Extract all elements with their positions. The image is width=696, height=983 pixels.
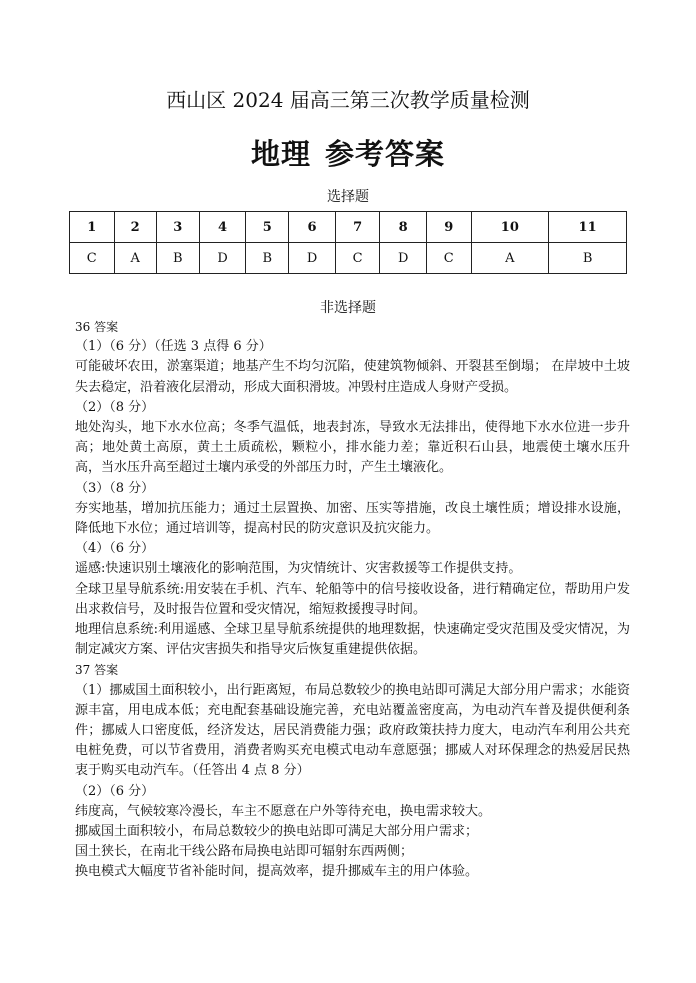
question-number-cell: 9	[426, 212, 471, 243]
question-number-cell: 6	[289, 212, 336, 243]
answer-cell: C	[70, 243, 115, 274]
answer-paragraph: （1）挪威国土面积较小，出行距离短，布局总数较少的换电站即可满足大部分用户需求；水能资源丰富，用电成本低；充电配套基础设施完善，充电站覆盖密度高，为电动汽车普及提供便利条件；挪威人口密度低，经济发达，居民消费能力强；政府政策扶持力度大，电动汽车利用公共充电桩免费，可以节省费用，消费者购买充电模式电动车意愿强；挪威人对环保理念的热爱居民热衷于购买电动汽车。（任答出 4 点 8 分）	[75, 682, 630, 779]
nonchoice-section-heading: 非选择题	[320, 300, 376, 316]
answer-paragraph: 可能破坏农田，淤塞渠道；地基产生不均匀沉陷，使建筑物倾斜、开裂甚至倒塌； 在岸坡中土坡失去稳定，沿着液化层滑动，形成大面积滑坡。冲毁村庄造成人身财产受损。	[75, 359, 630, 395]
question-number-cell: 1	[70, 212, 115, 243]
answer-paragraph: （1）（6 分）（任选 3 点得 6 分）	[75, 339, 272, 355]
question-number-cell: 5	[246, 212, 289, 243]
answer-paragraph: 遥感:快速识别土壤液化的影响范围，为灾情统计、灾害救援等工作提供支持。	[75, 561, 522, 577]
subject-title	[0, 132, 696, 173]
answer-paragraph: 国土狭长，在南北干线公路布局换电站即可辐射东西两侧；	[75, 844, 414, 860]
answer-table	[69, 211, 627, 274]
question-number-cell: 2	[114, 212, 156, 243]
answer-row	[70, 243, 627, 274]
exam-title: 西山区 2024 届高三第三次教学质量检测	[166, 88, 530, 112]
question-number-cell: 4	[199, 212, 246, 243]
answer-paragraph: 纬度高，气候较寒冷漫长，车主不愿意在户外等待充电，换电需求较大。	[75, 803, 492, 819]
answer-paragraph: 换电模式大幅度节省补能时间，提高效率，提升挪威车主的用户体验。	[75, 864, 479, 880]
question-number-row	[70, 212, 627, 243]
choice-section-heading: 选择题	[327, 189, 369, 205]
answer-cell: B	[156, 243, 199, 274]
question-number-cell: 11	[549, 212, 627, 243]
answer-body	[75, 317, 630, 883]
answer-paragraph: 挪威国土面积较小，布局总数较少的换电站即可满足大部分用户需求；	[75, 824, 479, 840]
answer-paragraph: 地理信息系统:利用遥感、全球卫星导航系统提供的地理数据，快速确定受灾范围及受灾情况，为制定减灾方案、评估灾害损失和指导灾后恢复重建提供依据。	[75, 622, 630, 658]
question-number-cell: 8	[380, 212, 427, 243]
answer-paragraph: （2）（8 分）	[75, 399, 155, 415]
answer-paragraph: （2）（6 分）	[75, 783, 155, 799]
answer-cell: A	[471, 243, 549, 274]
answer-paragraph: 夯实地基，增加抗压能力；通过土层置换、加密、压实等措施，改良土壤性质；增设排水设施，降低地下水位；通过培训等，提高村民的防灾意识及抗灾能力。	[75, 500, 630, 537]
answer-paragraph: （4）（6 分）	[75, 541, 155, 557]
answer-paragraph: 全球卫星导航系统:用安装在手机、汽车、轮船等中的信号接收设备，进行精确定位，帮助用户发出求救信号，及时报告位置和受灾情况，缩短救援搜寻时间。	[75, 581, 630, 617]
answer-cell: A	[114, 243, 156, 274]
answer-key-label: 参考答案	[325, 137, 446, 171]
answer-label: 37 答案	[75, 663, 119, 678]
answer-paragraph: （3）（8 分）	[75, 480, 155, 496]
answer-cell: B	[246, 243, 289, 274]
answer-paragraph: 地处沟头，地下水水位高；冬季气温低，地表封冻，导致水无法排出，使得地下水水位进一步升高；地处黄土高原，黄土土质疏松，颗粒小，排水能力差；靠近积石山县，地震使土壤水压升高，当水压升高至超过土壤内承受的外部压力时，产生土壤液化。	[75, 420, 630, 476]
answer-cell: B	[549, 243, 627, 274]
answer-cell: D	[380, 243, 427, 274]
answer-cell: D	[289, 243, 336, 274]
answer-cell: C	[335, 243, 380, 274]
answer-cell: C	[426, 243, 471, 274]
question-number-cell: 3	[156, 212, 199, 243]
question-number-cell: 7	[335, 212, 380, 243]
answer-cell: D	[199, 243, 246, 274]
question-number-cell: 10	[471, 212, 549, 243]
answer-label: 36 答案	[75, 320, 119, 334]
subject-name: 地理	[250, 137, 311, 171]
